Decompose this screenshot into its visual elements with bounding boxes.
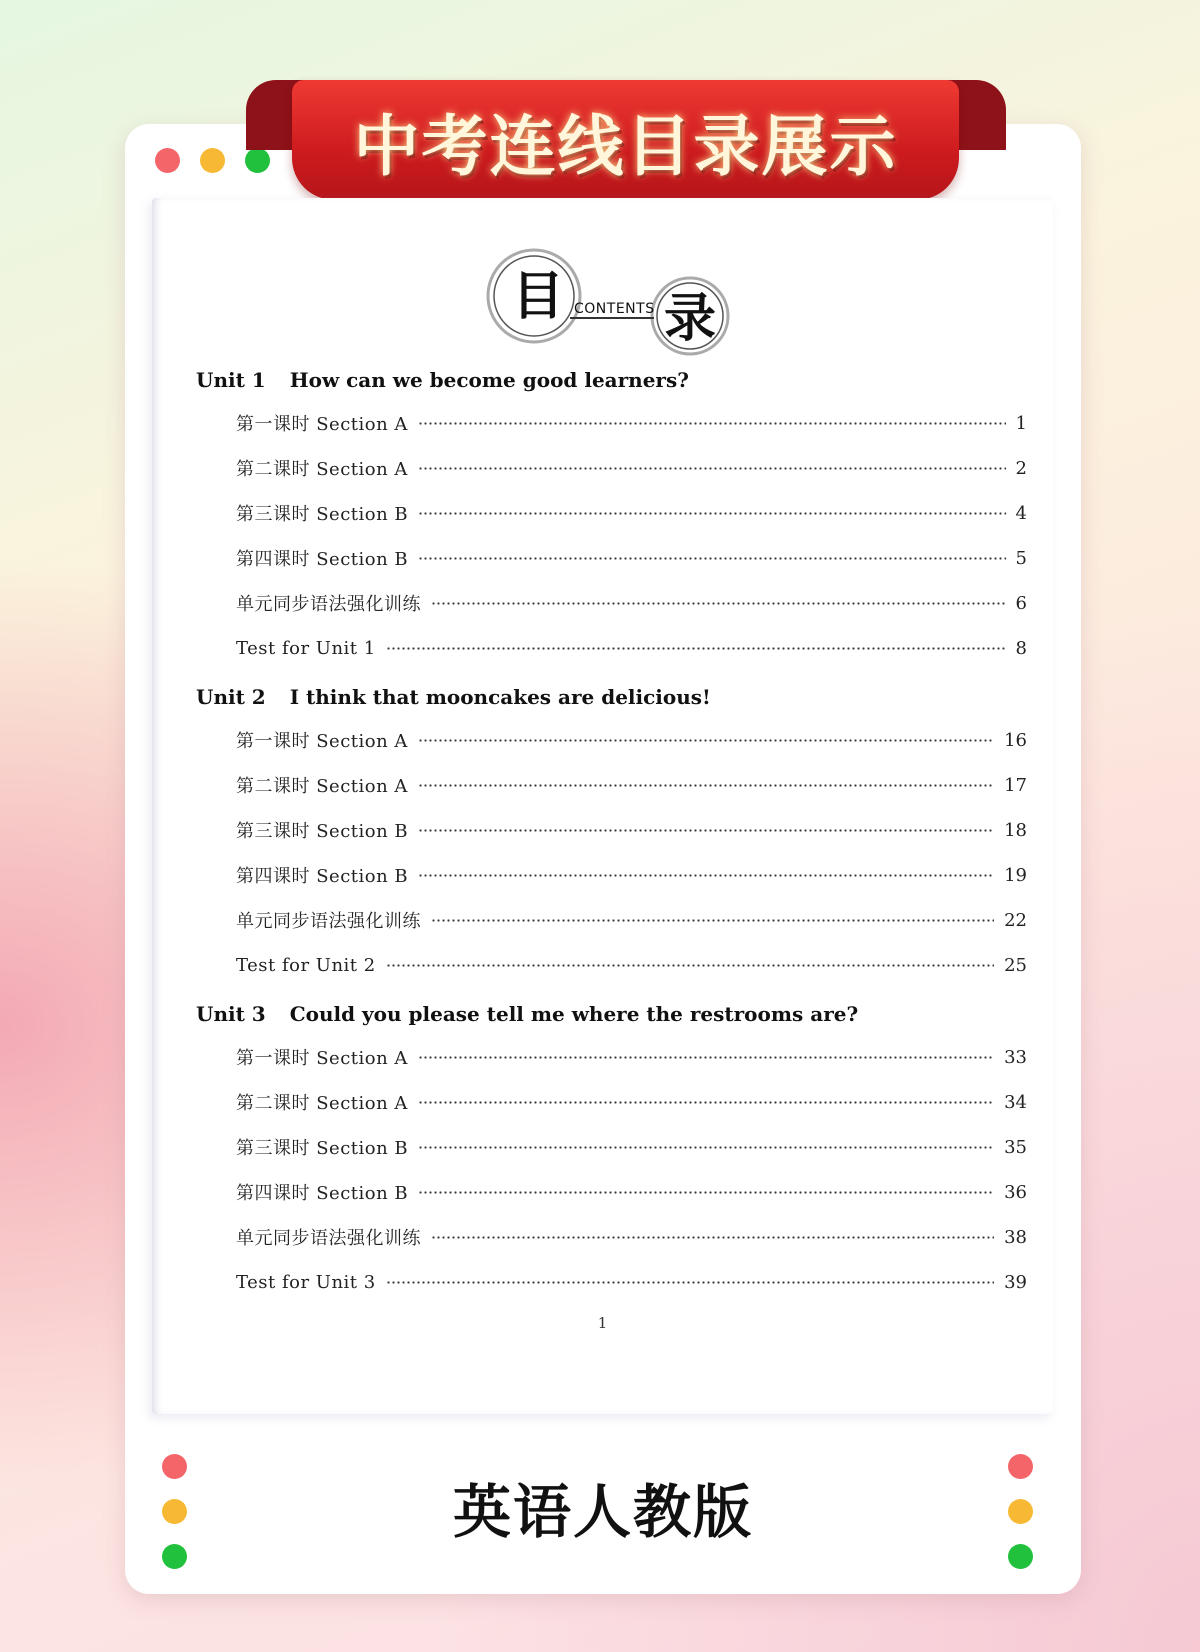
title-banner <box>292 80 959 200</box>
dot-leader <box>386 964 994 967</box>
toc-entry-page: 36 <box>1004 1181 1027 1203</box>
toc-entry-label: 单元同步语法强化训练 <box>236 1228 421 1249</box>
dot-leader <box>418 422 1006 425</box>
contents-word: CONTENTS <box>574 301 655 317</box>
dot-leader <box>418 1191 994 1194</box>
unit-number: Unit 3 <box>196 1002 266 1026</box>
unit-title <box>196 1002 858 1026</box>
toc-entry-page: 17 <box>1004 774 1027 796</box>
contents-char-right: 录 <box>664 289 717 349</box>
unit-title <box>196 368 689 392</box>
banner-title: 中考连线目录展示 <box>353 107 898 185</box>
toc-entry[interactable] <box>236 772 1027 798</box>
contents-char-left: 目 <box>512 267 565 327</box>
toc-entry[interactable] <box>236 1044 1027 1070</box>
dot-leader <box>418 512 1005 515</box>
dot-leader <box>418 467 1006 470</box>
toc-entry[interactable] <box>236 1134 1027 1160</box>
dot-leader <box>431 1236 994 1239</box>
toc-entry-label: 第四课时 Section B <box>236 549 409 570</box>
dot-leader <box>418 1101 994 1104</box>
unit-title <box>196 685 711 709</box>
toc-entry-page: 34 <box>1004 1091 1027 1113</box>
toc-entry-label: 第一课时 Section A <box>236 731 408 752</box>
toc-entry[interactable] <box>236 410 1027 436</box>
toc-entry[interactable] <box>236 1179 1027 1205</box>
toc-entry-label: Test for Unit 2 <box>236 954 376 976</box>
toc-entry-label: 第二课时 Section A <box>236 1093 408 1114</box>
dot-leader <box>418 784 994 787</box>
toc-entry[interactable] <box>236 1089 1027 1115</box>
toc-entry-page: 16 <box>1004 729 1027 751</box>
contents-page <box>152 198 1053 1414</box>
dot-leader <box>431 602 1006 605</box>
unit-number: Unit 2 <box>196 685 266 709</box>
toc-entry-label: Test for Unit 3 <box>236 1271 376 1293</box>
toc-entry-page: 22 <box>1004 909 1027 931</box>
toc-entry-page: 18 <box>1004 819 1027 841</box>
toc-entry-label: 单元同步语法强化训练 <box>236 911 421 932</box>
window-maximize-dot <box>245 148 270 173</box>
dot-leader <box>418 739 994 742</box>
toc-entry-label: 第三课时 Section B <box>236 1138 409 1159</box>
toc-entry-page: 6 <box>1015 592 1027 614</box>
toc-entry[interactable] <box>236 455 1027 481</box>
toc-entry[interactable] <box>236 952 1027 978</box>
toc-entry-label: 第二课时 Section A <box>236 776 408 797</box>
unit-name: I think that mooncakes are delicious! <box>289 685 711 709</box>
unit-name: Could you please tell me where the restrooms are? <box>289 1002 859 1026</box>
dot-leader <box>386 647 1006 650</box>
dot-leader <box>418 1056 994 1059</box>
toc-entry-label: 单元同步语法强化训练 <box>236 594 421 615</box>
toc-entry-page: 33 <box>1004 1046 1027 1068</box>
toc-entry-page: 1 <box>1015 412 1027 434</box>
dot-leader <box>418 829 994 832</box>
toc-entry[interactable] <box>236 1224 1027 1250</box>
toc-entry-label: 第一课时 Section A <box>236 1048 408 1069</box>
toc-entry-label: 第一课时 Section A <box>236 414 408 435</box>
toc-entry-page: 35 <box>1004 1136 1027 1158</box>
toc-entry-page: 2 <box>1015 457 1027 479</box>
edition-label: 英语人教版 <box>452 1478 753 1546</box>
toc-entry[interactable] <box>236 727 1027 753</box>
toc-entry-label: 第三课时 Section B <box>236 821 409 842</box>
contents-logo <box>482 248 742 358</box>
toc-entry-page: 25 <box>1004 954 1027 976</box>
toc-entry-page: 19 <box>1004 864 1027 886</box>
toc-entry[interactable] <box>236 907 1027 933</box>
toc-entry[interactable] <box>236 817 1027 843</box>
toc-entry-label: Test for Unit 1 <box>236 637 376 659</box>
unit-number: Unit 1 <box>196 368 266 392</box>
toc-entry-label: 第二课时 Section A <box>236 459 408 480</box>
toc-entry-page: 4 <box>1015 502 1027 524</box>
window-close-dot <box>155 148 180 173</box>
toc-entry-label: 第四课时 Section B <box>236 866 409 887</box>
toc-entry-label: 第四课时 Section B <box>236 1183 409 1204</box>
dot-leader <box>386 1281 994 1284</box>
dot-leader <box>418 1146 994 1149</box>
window-minimize-dot <box>200 148 225 173</box>
dot-leader <box>418 557 1005 560</box>
toc-entry[interactable] <box>236 635 1027 661</box>
toc-entry[interactable] <box>236 1269 1027 1295</box>
toc-entry-page: 39 <box>1004 1271 1027 1293</box>
toc-entry-page: 8 <box>1015 637 1027 659</box>
toc-entry-page: 38 <box>1004 1226 1027 1248</box>
toc-entry[interactable] <box>236 500 1027 526</box>
toc-entry[interactable] <box>236 590 1027 616</box>
page-number: 1 <box>597 1314 608 1332</box>
toc-entry[interactable] <box>236 545 1027 571</box>
toc-entry-label: 第三课时 Section B <box>236 504 409 525</box>
unit-name: How can we become good learners? <box>289 368 689 392</box>
toc-entry-page: 5 <box>1015 547 1027 569</box>
dot-leader <box>431 919 994 922</box>
dot-leader <box>418 874 994 877</box>
toc-entry[interactable] <box>236 862 1027 888</box>
